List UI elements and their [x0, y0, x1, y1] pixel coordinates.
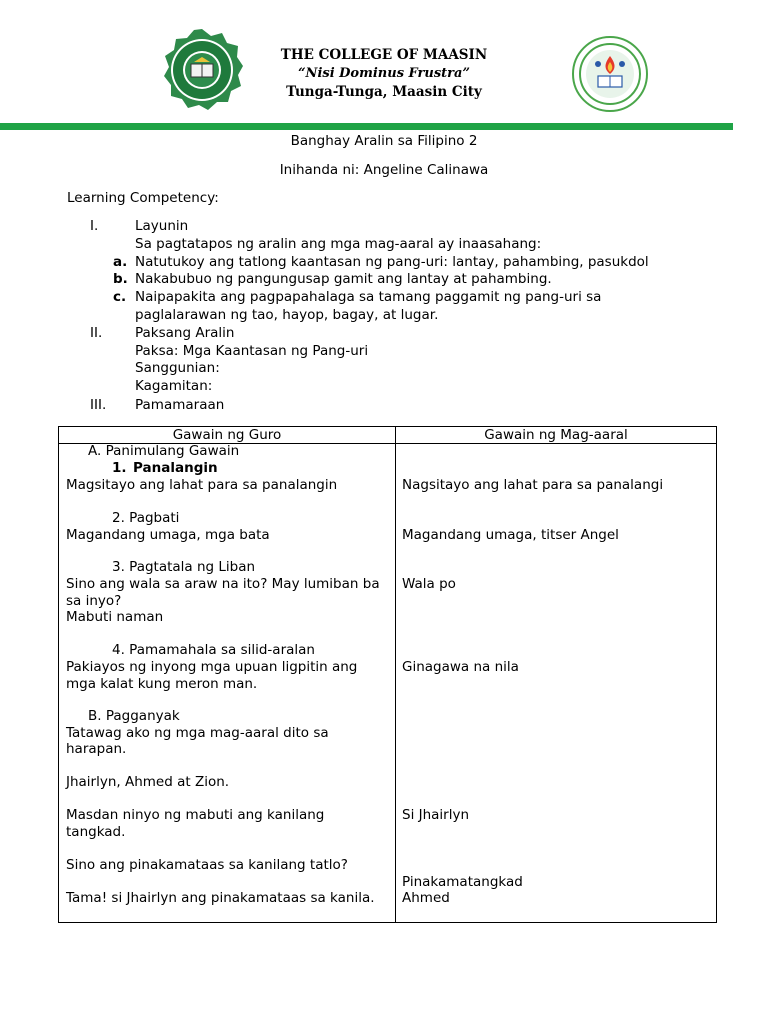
teacher-b-text-line2: harapan. [66, 741, 127, 757]
teacher-item3-title: 3. Pagtatala ng Liban [112, 559, 256, 575]
liberal-arts-education-seal [572, 36, 648, 112]
outline-kagamitan: Kagamitan: [135, 378, 213, 394]
teacher-sino-question: Sino ang pinakamataas sa kanilang tatlo? [66, 857, 348, 873]
objective-c-text-line2: paglalarawan ng tao, hayop, bagay, at lugar. [135, 307, 439, 323]
table-header-teacher: Gawain ng Guro [172, 427, 282, 443]
student-response-1: Nagsitayo ang lahat para sa panalangi [402, 477, 664, 493]
outline-num-i: I. [90, 218, 99, 234]
teacher-item1-num: 1. [112, 460, 127, 476]
outline-paksa: Paksa: Mga Kaantasan ng Pang-uri [135, 343, 369, 359]
outline-num-iii: III. [90, 397, 107, 413]
teacher-tama-response: Tama! si Jhairlyn ang pinakamataas sa kanila. [66, 890, 375, 906]
outline-num-ii: II. [90, 325, 103, 341]
header-divider-bar [0, 123, 733, 130]
header-text-block [264, 46, 504, 102]
objective-a-label: a. [113, 254, 128, 270]
teacher-masdan-line2: tangkad. [66, 824, 126, 840]
student-response-7: Ahmed [402, 890, 450, 906]
procedure-table [58, 426, 717, 923]
objective-c-text-line1: Naipapakita ang pagpapahalaga sa tamang paggamit ng pang-uri sa [135, 289, 602, 305]
college-address: Tunga-Tunga, Maasin City [286, 84, 482, 100]
student-response-6: Pinakamatangkad [402, 874, 523, 890]
teacher-item4-text-line2: mga kalat kung meron man. [66, 676, 258, 692]
doc-prepared-by: Inihanda ni: Angeline Calinawa [279, 162, 489, 178]
teacher-b-text-line1: Tatawag ako ng mga mag-aaral dito sa [66, 725, 329, 741]
outline-title-layunin: Layunin [135, 218, 189, 234]
student-response-5: Si Jhairlyn [402, 807, 470, 823]
objective-c-label: c. [113, 289, 127, 305]
teacher-item4-text-line1: Pakiayos ng inyong mga upuan ligpitin ang [66, 659, 358, 675]
table-header-student: Gawain ng Mag-aaral [484, 427, 628, 443]
teacher-item3-text-line1: Sino ang wala sa araw na ito? May lumiban ba [66, 576, 380, 592]
objective-b-text: Nakabubuo ng pangungusap gamit ang lantay at pahambing. [135, 271, 552, 287]
teacher-masdan-line1: Masdan ninyo ng mabuti ang kanilang [66, 807, 325, 823]
teacher-item2-text: Magandang umaga, mga bata [66, 527, 270, 543]
college-name: THE COLLEGE OF MAASIN [280, 47, 488, 63]
outline-sanggunian: Sanggunian: [135, 360, 220, 376]
doc-title: Banghay Aralin sa Filipino 2 [290, 133, 478, 149]
teacher-item1-title: Panalangin [133, 460, 218, 476]
college-motto: “Nisi Dominus Frustra” [298, 65, 470, 81]
objective-a-text: Natutukoy ang tatlong kaantasan ng pang-uri: lantay, pahambing, pasukdol [135, 254, 649, 270]
student-response-3: Wala po [402, 576, 456, 592]
teacher-item3-text-line2: sa inyo? [66, 593, 122, 609]
college-seal-logo [161, 28, 243, 112]
student-response-2: Magandang umaga, titser Angel [402, 527, 619, 543]
teacher-item1-text: Magsitayo ang lahat para sa panalangin [66, 477, 338, 493]
table-column-divider [395, 427, 396, 922]
teacher-section-b: B. Pagganyak [88, 708, 180, 724]
outline-title-paksang-aralin: Paksang Aralin [135, 325, 235, 341]
objective-b-label: b. [113, 271, 128, 287]
outline-title-pamamaraan: Pamamaraan [135, 397, 225, 413]
teacher-item2-title: 2. Pagbati [112, 510, 180, 526]
teacher-item3-text-line3: Mabuti naman [66, 609, 164, 625]
teacher-names: Jhairlyn, Ahmed at Zion. [66, 774, 230, 790]
teacher-item4-title: 4. Pamamahala sa silid-aralan [112, 642, 315, 658]
learning-competency-label: Learning Competency: [67, 190, 219, 206]
teacher-section-a: A. Panimulang Gawain [88, 443, 240, 459]
student-response-4: Ginagawa na nila [402, 659, 519, 675]
outline-layunin-intro: Sa pagtatapos ng aralin ang mga mag-aaral ay inaasahang: [135, 236, 542, 252]
